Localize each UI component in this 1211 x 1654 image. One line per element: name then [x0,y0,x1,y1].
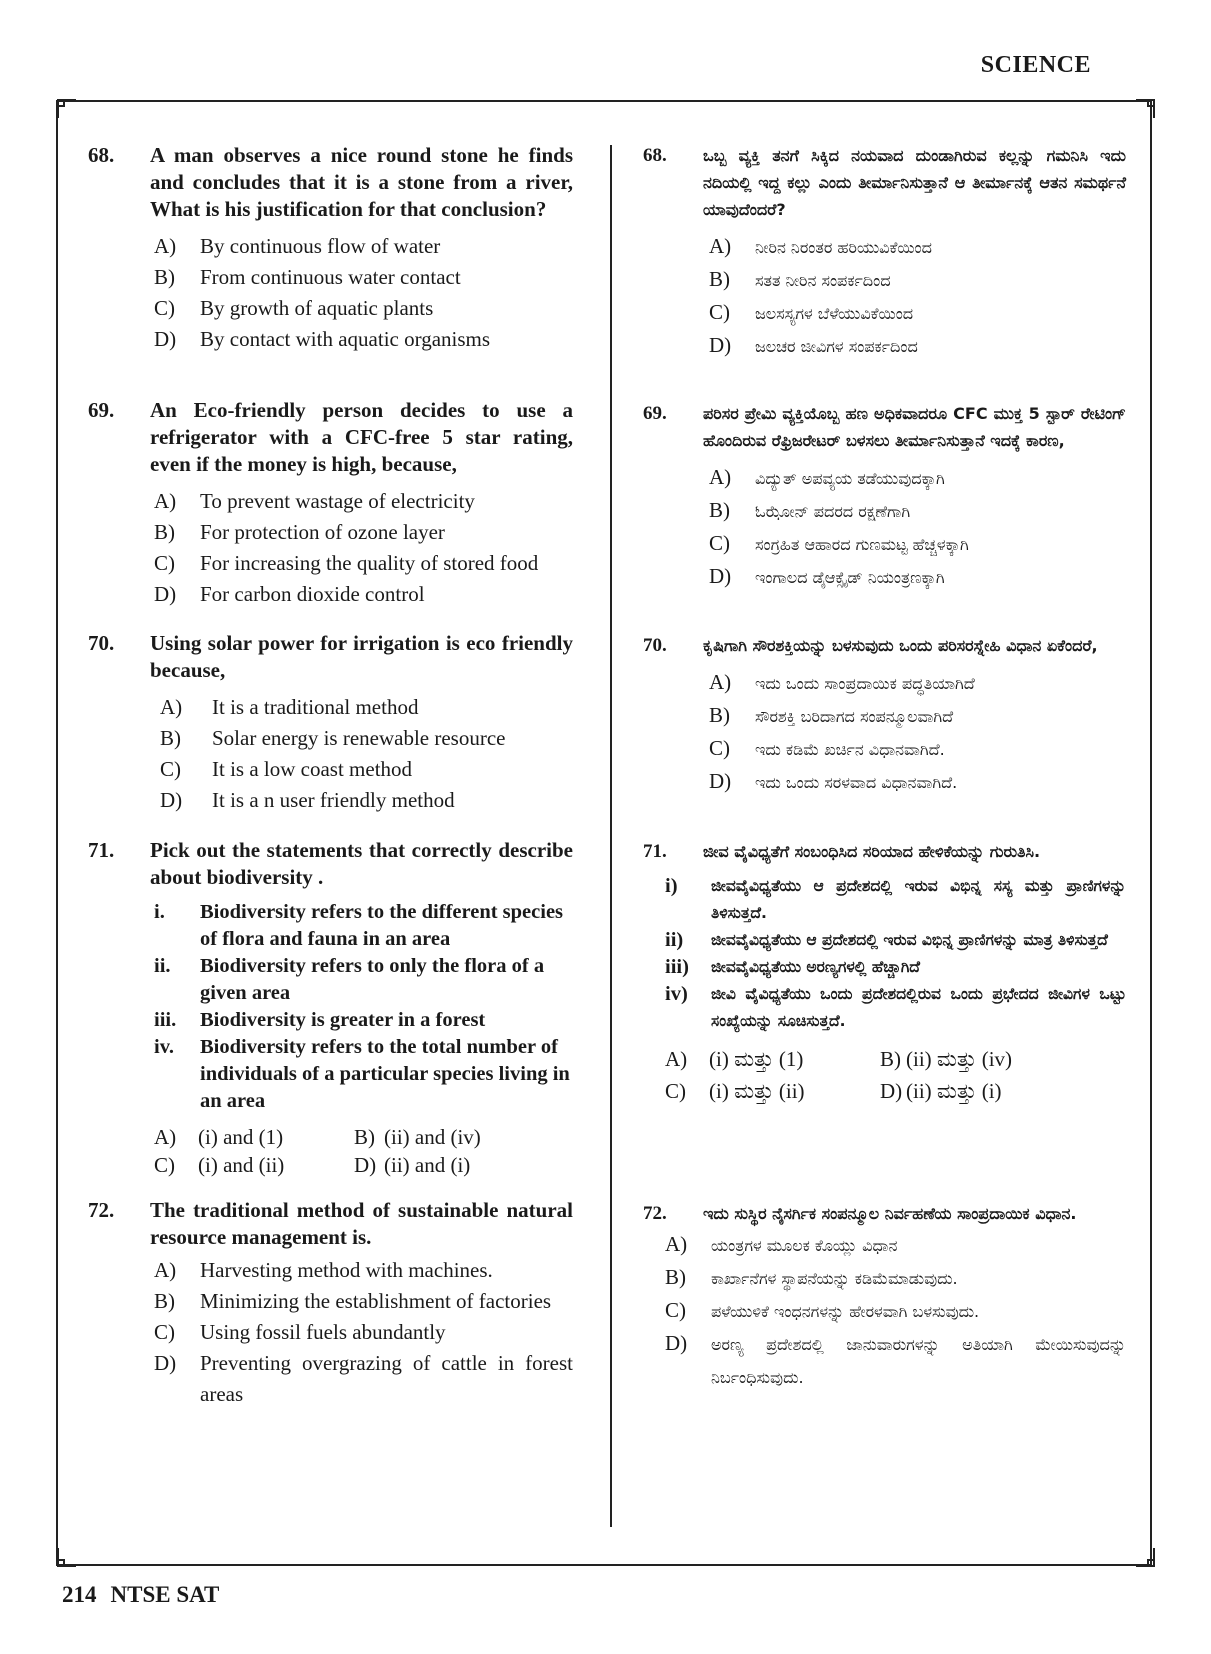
column-divider [610,145,612,1527]
option-d: D) Preventing overgrazing of cattle in forest areas [154,1351,573,1406]
statement-ii: ii. Biodiversity refers to only the flora of a given area [154,955,545,1004]
corner-ornament-top-left [56,98,78,120]
statement-iii: iii. Biodiversity is greater in a forest [154,1009,486,1031]
option-c: C) By growth of aquatic plants [154,296,434,320]
statement-iv: iv. Biodiversity refers to the total number of individuals of a particular species living in an area [154,1036,570,1112]
option-b: B) ಸತತ ನೀರಿನ ಸಂಪರ್ಕದಿಂದ [709,267,891,291]
question-text: ಒಬ್ಬ ವ್ಯಕ್ತಿ ತನಗೆ ಸಿಕ್ಕಿದ ನಯವಾದ ದುಂಡಾಗಿರುವ ಕಲ್ಲನ್ನು ಗಮನಿಸಿ ಇದು ನದಿಯಲ್ಲಿ ಇದ್ದ ಕಲ್ಲು ಎಂದು ತೀರ್ಮಾನಿಸುತ್ತಾನೆ ಆ ತೀರ್ಮಾನಕ್ಕೆ ಆತನ ಸಮರ್ಥನೆ ಯಾವುದೆಂದರೆ? [703,146,1126,219]
subject-header: SCIENCE [980,52,1091,78]
option-c: C) ಇದು ಕಡಿಮೆ ಖರ್ಚಿನ ವಿಧಾನವಾಗಿದೆ. [709,736,945,760]
question-text: ಕೃಷಿಗಾಗಿ ಸೌರಶಕ್ತಿಯನ್ನು ಬಳಸುವುದು ಒಂದು ಪರಿಸರಸ್ನೇಹಿ ವಿಧಾನ ಏಕೆಂದರೆ, [703,636,1098,655]
corner-ornament-bottom-left [56,1546,78,1568]
question-number: 68. [643,145,667,166]
option-b: B) ಸೌರಶಕ್ತಿ ಬರಿದಾಗದ ಸಂಪನ್ಮೂಲವಾಗಿದೆ [709,703,954,727]
option-c: C) For increasing the quality of stored food [154,551,539,575]
option-a: A) To prevent wastage of electricity [154,489,475,513]
question-number: 68. [88,143,115,167]
option-c: C) It is a low coast method [160,757,413,781]
option-d: D) By contact with aquatic organisms [154,327,491,351]
option-a: A) It is a traditional method [160,695,419,719]
question-number: 71. [643,841,667,862]
option-d: D) (ii) ಮತ್ತು (i) [880,1079,1002,1103]
kn-question-69 [643,400,1126,594]
corner-ornament-top-right [1134,98,1156,120]
option-a: A) Harvesting method with machines. [154,1258,493,1282]
statement-iii: iii) ಜೀವವೈವಿಧ್ಯತೆಯು ಅರಣ್ಯಗಳಲ್ಲಿ ಹೆಚ್ಚಾಗಿದೆ [665,956,920,978]
option-d: D) ಜಲಚರ ಜೀವಿಗಳ ಸಂಪರ್ಕದಿಂದ [709,333,918,357]
statement-iv: iv) ಜೀವಿ ವೈವಿಧ್ಯತೆಯು ಒಂದು ಪ್ರದೇಶದಲ್ಲಿರುವ ಒಂದು ಪ್ರಭೇದದ ಜೀವಿಗಳ ಒಟ್ಟು ಸಂಖ್ಯೆಯನ್ನು ಸೂಚಿಸುತ್ತದೆ. [665,983,1126,1030]
option-b: B) Minimizing the establishment of factories [154,1289,552,1313]
corner-ornament-bottom-right [1134,1546,1156,1568]
option-b: B) ಓಝೋನ್ ಪದರದ ರಕ್ಷಣೆಗಾಗಿ [709,498,911,522]
statement-i: i) ಜೀವವೈವಿಧ್ಯತೆಯು ಆ ಪ್ರದೇಶದಲ್ಲಿ ಇರುವ ವಿಭಿನ್ನ ಸಸ್ಯ ಮತ್ತು ಪ್ರಾಣಿಗಳನ್ನು ತಿಳಿಸುತ್ತದೆ. [665,875,1126,922]
option-d: D) It is a n user friendly method [160,788,455,812]
option-c: C) (i) and (ii) [154,1153,285,1177]
question-71 [88,837,573,1179]
option-a: A) By continuous flow of water [154,234,441,258]
question-number: 70. [88,631,115,655]
question-text: Using solar power for irrigation is eco friendly because, [150,631,573,682]
question-text: An Eco-friendly person decides to use a refrigerator with a CFC-free 5 star rating, even if the money is high, because, [150,398,573,476]
page-number: 214 [62,1582,97,1607]
option-a: A) ವಿದ್ಯುತ್ ಅಪವ್ಯಯ ತಡೆಯುವುದಕ್ಕಾಗಿ [709,465,945,489]
kn-question-70 [643,632,1126,799]
option-c: C) ಸಂಗ್ರಹಿತ ಆಹಾರದ ಗುಣಮಟ್ಟ ಹೆಚ್ಚಳಕ್ಕಾಗಿ [709,531,969,555]
question-text: Pick out the statements that correctly describe about biodiversity . [150,838,573,889]
option-a: A) (i) ಮತ್ತು (1) [665,1047,804,1071]
option-b: B) (ii) ಮತ್ತು (iv) [880,1047,1013,1071]
option-a: A) (i) and (1) [154,1125,284,1149]
option-a: A) ನೀರಿನ ನಿರಂತರ ಹರಿಯುವಿಕೆಯಿಂದ [709,234,932,258]
statement-ii: ii) ಜೀವವೈವಿಧ್ಯತೆಯು ಆ ಪ್ರದೇಶದಲ್ಲಿ ಇರುವ ವಿಭಿನ್ನ ಪ್ರಾಣಿಗಳನ್ನು ಮಾತ್ರ ತಿಳಿಸುತ್ತದೆ [665,929,1108,951]
option-c: C) Using fossil fuels abundantly [154,1320,446,1344]
option-b: B) (ii) and (iv) [354,1125,481,1149]
option-d: D) ಅರಣ್ಯ ಪ್ರದೇಶದಲ್ಲಿ ಜಾನುವಾರುಗಳನ್ನು ಅತಿಯಾಗಿ ಮೇಯಿಸುವುದನ್ನು ನಿರ್ಬಂಧಿಸುವುದು. [665,1331,1126,1387]
option-c: C) ಪಳೆಯುಳಿಕೆ ಇಂಧನಗಳನ್ನು ಹೇರಳವಾಗಿ ಬಳಸುವುದು. [665,1298,980,1322]
question-text: ಜೀವ ವೈವಿಧ್ಯತೆಗೆ ಸಂಬಂಧಿಸಿದ ಸರಿಯಾದ ಹೇಳಿಕೆಯನ್ನು ಗುರುತಿಸಿ. [703,842,1041,861]
question-70 [88,630,573,816]
question-68 [88,142,573,355]
kn-question-71 [643,838,1126,1107]
option-b: B) ಕಾರ್ಖಾನೆಗಳ ಸ್ಥಾಪನೆಯನ್ನು ಕಡಿಮೆಮಾಡುವುದು. [665,1265,958,1289]
question-number: 69. [88,398,115,422]
option-a: A) ಇದು ಒಂದು ಸಾಂಪ್ರದಾಯಿಕ ಪದ್ಧತಿಯಾಗಿದೆ [709,670,975,694]
option-d: D) (ii) and (i) [354,1153,471,1177]
question-text: ಪರಿಸರ ಪ್ರೇಮಿ ವ್ಯಕ್ತಿಯೊಬ್ಬ ಹಣ ಅಧಿಕವಾದರೂ CFC ಮುಕ್ತ 5 ಸ್ಟಾರ್ ರೇಟಿಂಗ್ ಹೊಂದಿರುವ ರೆಫ್ರಿಜರೇಟರ್ ಬಳಸಲು ತೀರ್ಮಾನಿಸುತ್ತಾನೆ ಇದಕ್ಕೆ ಕಾರಣ, [703,404,1126,450]
question-number: 69. [643,403,667,424]
option-b: B) From continuous water contact [154,265,461,289]
question-number: 72. [643,1203,667,1224]
kn-question-68 [643,142,1126,363]
question-number: 71. [88,838,115,862]
option-d: D) For carbon dioxide control [154,582,425,606]
option-a: A) ಯಂತ್ರಗಳ ಮೂಲಕ ಕೊಯ್ಲು ವಿಧಾನ [665,1232,898,1256]
statement-i: i. Biodiversity refers to the different species of flora and fauna in an area [154,901,564,950]
option-c: C) ಜಲಸಸ್ಯಗಳ ಬೆಳೆಯುವಿಕೆಯಿಂದ [709,300,914,324]
page-footer [62,1582,219,1608]
question-text: The traditional method of sustainable natural resource management is. [150,1198,573,1249]
option-b: B) For protection of ozone layer [154,520,445,544]
question-text: ಇದು ಸುಸ್ಥಿರ ನೈಸರ್ಗಿಕ ಸಂಪನ್ಮೂಲ ನಿರ್ವಹಣೆಯ ಸಾಂಪ್ರದಾಯಿಕ ವಿಧಾನ. [703,1204,1077,1223]
question-text: A man observes a nice round stone he finds and concludes that it is a stone from a river, What is his justification for that conclusion? [150,143,573,221]
question-number: 72. [88,1198,115,1222]
option-b: B) Solar energy is renewable resource [160,726,506,750]
question-number: 70. [643,635,667,656]
frame-right-border [1150,100,1152,1566]
option-d: D) ಇದು ಒಂದು ಸರಳವಾದ ವಿಧಾನವಾಗಿದೆ. [709,769,958,793]
kn-question-72 [643,1200,1126,1394]
frame-left-border [56,100,58,1566]
option-c: C) (i) ಮತ್ತು (ii) [665,1079,805,1103]
question-69 [88,397,573,610]
question-72 [88,1197,573,1410]
book-title: NTSE SAT [110,1582,220,1607]
option-d: D) ಇಂಗಾಲದ ಡೈಆಕ್ಸೈಡ್ ನಿಯಂತ್ರಣಕ್ಕಾಗಿ [709,564,945,588]
